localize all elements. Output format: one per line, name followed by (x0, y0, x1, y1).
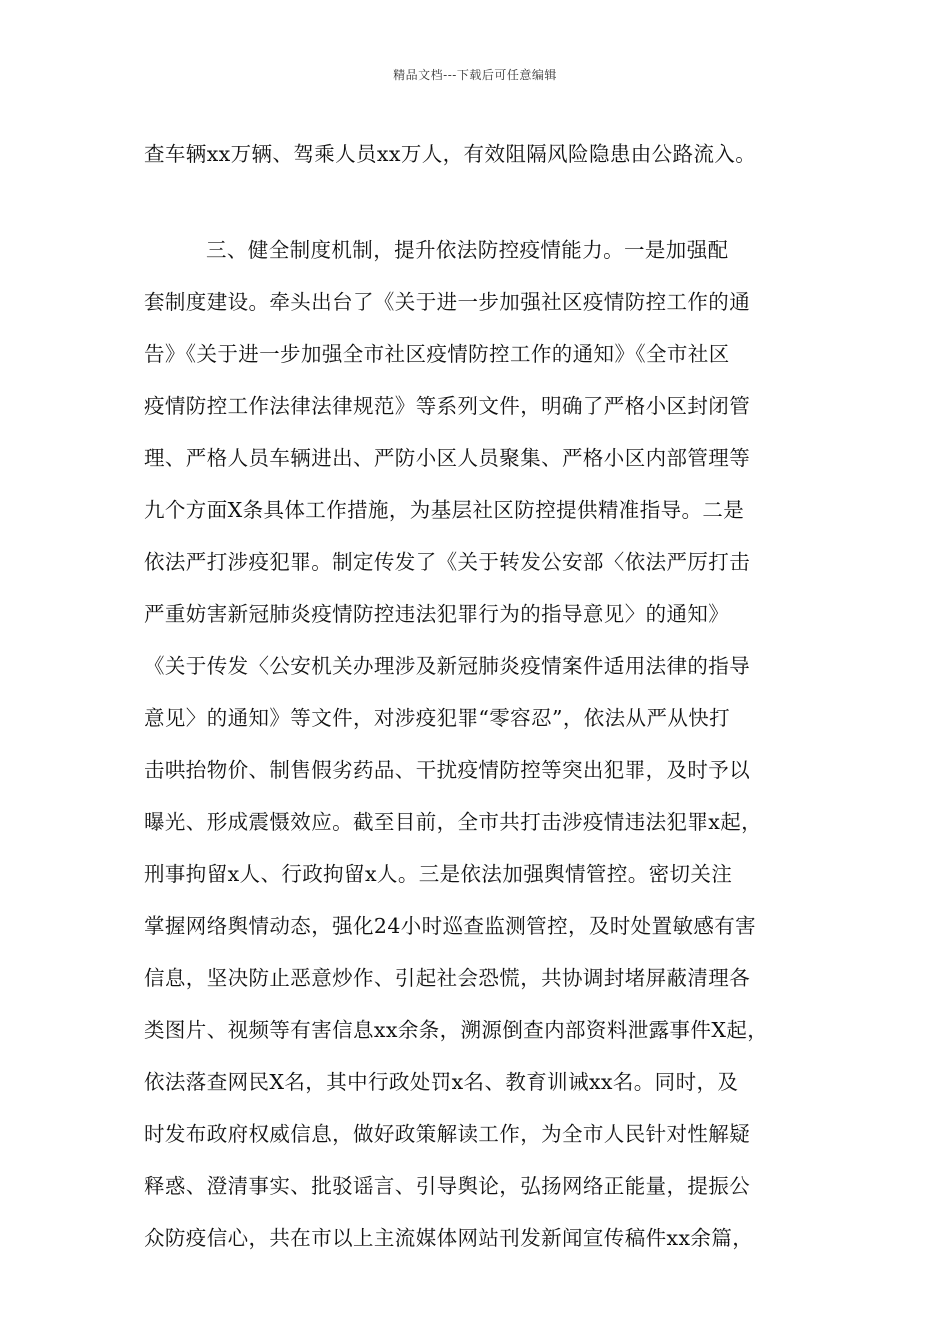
text-line: 意见〉的通知》等文件，对涉疫犯罪“零容忍”，依法从严从快打 (144, 706, 731, 730)
text-line: 时发布政府权威信息，做好政策解读工作，为全市人民针对性解疑 (144, 1122, 751, 1146)
page-header: 精品文档---下载后可任意编辑 (393, 68, 557, 82)
text-line: 刑事拘留x人、行政拘留x人。三是依法加强舆情管控。密切关注 (144, 862, 733, 886)
text-line: 严重妨害新冠肺炎疫情防控违法犯罪行为的指导意见〉的通知》 (144, 602, 730, 626)
text-line: 套制度建设。牵头出台了《关于进一步加强社区疫情防控工作的通 (144, 290, 751, 314)
text-line: 疫情防控工作法律法律规范》等系列文件，明确了严格小区封闭管 (144, 394, 751, 418)
text-line: 查车辆xx万辆、驾乘人员xx万人，有效阻隔风险隐患由公路流入。 (144, 142, 757, 166)
text-line: 掌握网络舆情动态，强化24小时巡查监测管控，及时处置敏感有害 (144, 914, 757, 938)
section-heading-line: 三、健全制度机制，提升依法防控疫情能力。一是加强配 (206, 238, 729, 262)
text-line: 告》《关于进一步加强全市社区疫情防控工作的通知》《全市社区 (144, 342, 730, 366)
text-line: 类图片、视频等有害信息xx余条，溯源倒查内部资料泄露事件X起， (144, 1018, 769, 1042)
text-line: 信息，坚决防止恶意炒作、引起社会恐慌，共协调封堵屏蔽清理各 (144, 966, 751, 990)
text-line: 理、严格人员车辆进出、严防小区人员聚集、严格小区内部管理等 (144, 446, 751, 470)
text-line: 击哄抬物价、制售假劣药品、干扰疫情防控等突出犯罪，及时予以 (144, 758, 751, 782)
text-line: 《关于传发〈公安机关办理涉及新冠肺炎疫情案件适用法律的指导 (144, 654, 751, 678)
text-line: 释惑、澄清事实、批驳谣言、引导舆论，弘扬网络正能量，提振公 (144, 1174, 751, 1198)
text-line: 依法严打涉疫犯罪。制定传发了《关于转发公安部〈依法严厉打击 (144, 550, 751, 574)
text-line: 曝光、形成震慑效应。截至目前，全市共打击涉疫情违法犯罪x起， (144, 810, 763, 834)
text-line: 依法落查网民X名，其中行政处罚x名、教育训诫xx名。同时，及 (144, 1070, 739, 1094)
text-line: 众防疫信心，共在市以上主流媒体网站刊发新闻宣传稿件xx余篇， (144, 1226, 754, 1250)
text-line: 九个方面X条具体工作措施，为基层社区防控提供精准指导。二是 (144, 498, 745, 522)
